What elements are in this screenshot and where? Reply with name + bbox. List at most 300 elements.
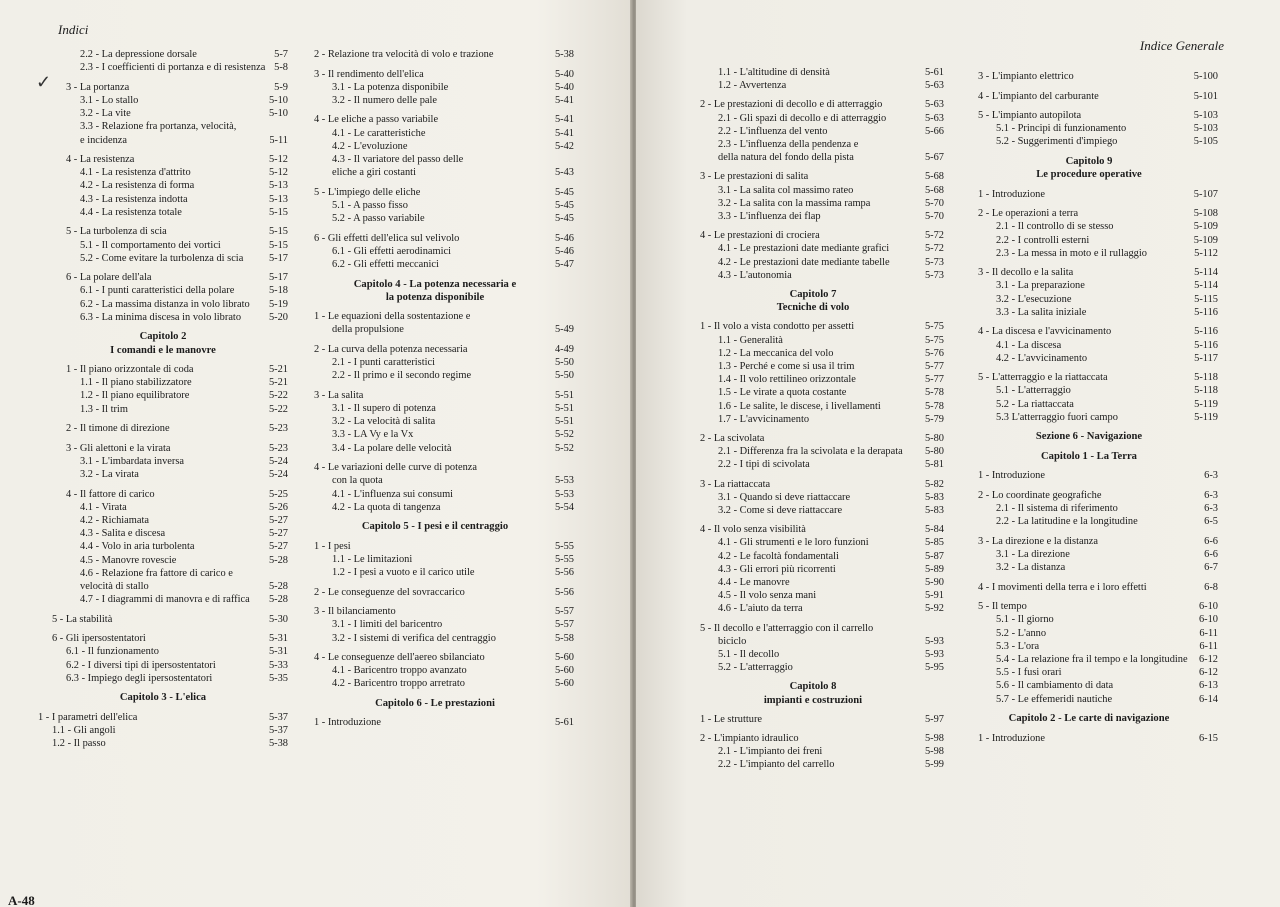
toc-entry bbox=[682, 373, 944, 387]
toc-entry-page: 5-21 bbox=[268, 377, 288, 389]
toc-entry-label: 5.7 - Le effemeridi nautiche bbox=[996, 693, 1113, 705]
toc-entry-label: 2.1 - L'impianto dei freni bbox=[718, 746, 823, 758]
toc-entry-label: 3.2 - La velocità di salita bbox=[332, 416, 436, 428]
toc-entry-page: 5-22 bbox=[268, 403, 288, 415]
toc-entry-label: 3.3 - Relazione fra portanza, velocità, bbox=[80, 121, 237, 133]
toc-entry-label: 2.3 - L'influenza della pendenza e bbox=[718, 139, 859, 150]
toc-entry-label: 1.1 - Gli angoli bbox=[52, 724, 116, 736]
toc-entry bbox=[296, 356, 574, 370]
toc-entry-page: 5-23 bbox=[268, 423, 288, 435]
toc-entry-label: 4.4 - Le manovre bbox=[718, 577, 790, 588]
toc-entry bbox=[960, 352, 1218, 366]
toc-entry bbox=[960, 207, 1218, 221]
toc-entry-page: 5-99 bbox=[924, 759, 944, 771]
toc-entry-label: 4.6 - Relazione fra fattore di carico e bbox=[80, 567, 233, 579]
toc-entry-label: 4.2 - Baricentro troppo arretrato bbox=[332, 678, 466, 690]
toc-entry-label: 3.2 - La salita con la massima rampa bbox=[718, 197, 871, 209]
toc-entry bbox=[296, 48, 574, 62]
toc-entry-page: 5-52 bbox=[554, 442, 574, 454]
toc-entry bbox=[296, 501, 574, 515]
chapter-heading: Capitolo 4 - La potenza necessaria e bbox=[353, 278, 517, 290]
toc-entry-label: eliche a giri costanti bbox=[332, 167, 416, 179]
toc-entry-page: 6-6 bbox=[1204, 548, 1218, 560]
toc-entry-label: 2 - La scivolata bbox=[700, 433, 765, 444]
toc-entry-label: 6.2 - I diversi tipi di ipersostentatori bbox=[66, 659, 216, 671]
toc-entry bbox=[38, 48, 288, 62]
toc-entry-label: 2.1 - Il sistema di riferimento bbox=[996, 503, 1118, 514]
toc-entry-page: 5-58 bbox=[554, 632, 574, 644]
toc-entry bbox=[296, 343, 574, 357]
toc-entry-label: 5.2 - Come evitare la turbolenza di scia bbox=[80, 252, 244, 264]
toc-entry-label: 1.2 - La meccanica del volo bbox=[718, 347, 834, 359]
toc-entry-page: 5-78 bbox=[924, 400, 944, 412]
toc-entry bbox=[960, 613, 1218, 627]
toc-entry-page: 5-68 bbox=[924, 171, 944, 183]
toc-entry-label: 1 - Introduzione bbox=[314, 717, 381, 729]
toc-entry bbox=[960, 306, 1218, 320]
toc-entry-page: 5-103 bbox=[1193, 123, 1218, 135]
toc-entry-label: 5 - La stabilità bbox=[52, 613, 113, 625]
toc-entry bbox=[38, 271, 288, 285]
toc-entry-label: 4.1 - Baricentro troppo avanzato bbox=[332, 665, 467, 677]
toc-entry-page: 5-80 bbox=[924, 433, 944, 444]
toc-entry-label: 2.3 - La messa in moto e il rullaggio bbox=[996, 247, 1147, 259]
toc-entry bbox=[38, 422, 288, 436]
toc-entry-label: 5 - L'impiego delle eliche bbox=[314, 186, 421, 198]
toc-entry bbox=[296, 389, 574, 403]
toc-entry bbox=[682, 210, 944, 224]
toc-entry-page: 5-55 bbox=[554, 540, 574, 552]
toc-entry-page: 5-118 bbox=[1194, 385, 1218, 397]
toc-entry-label: 3.2 - La vite bbox=[80, 108, 131, 120]
toc-entry bbox=[682, 386, 944, 400]
right-page bbox=[636, 0, 1280, 907]
toc-entry-label: 3.1 - La salita col massimo rateo bbox=[718, 184, 854, 196]
toc-entry bbox=[682, 458, 944, 472]
page-header: Indice Generale bbox=[1139, 38, 1224, 53]
toc-entry-page: 5-27 bbox=[268, 514, 288, 526]
toc-entry-label: 1.1 - Generalità bbox=[718, 334, 783, 346]
toc-entry bbox=[38, 284, 288, 298]
toc-entry-page: 5-28 bbox=[268, 580, 288, 592]
toc-entry-label: 4.3 - La resistenza indotta bbox=[80, 193, 188, 205]
toc-entry bbox=[38, 468, 288, 482]
toc-entry bbox=[682, 79, 944, 93]
toc-entry-label: 3.2 - Come si deve riattaccare bbox=[718, 505, 843, 516]
toc-entry-page: 5-68 bbox=[924, 184, 944, 196]
toc-entry bbox=[296, 632, 574, 646]
toc-entry bbox=[960, 666, 1218, 680]
toc-entry-page: 5-77 bbox=[924, 374, 944, 386]
toc-entry bbox=[960, 548, 1218, 562]
chapter-heading: la potenza disponibile bbox=[385, 291, 485, 303]
toc-entry-page: 6-12 bbox=[1198, 667, 1218, 679]
toc-entry bbox=[960, 502, 1218, 516]
toc-entry-label: 3 - La portanza bbox=[66, 81, 130, 93]
toc-entry-page: 5-10 bbox=[268, 108, 288, 120]
toc-entry-label: 4.2 - La resistenza di forma bbox=[80, 180, 195, 192]
toc-entry-page: 5-107 bbox=[1193, 188, 1218, 200]
toc-entry-page: 5-46 bbox=[554, 245, 574, 257]
toc-entry bbox=[38, 81, 288, 95]
toc-entry-label: 1 - Il volo a vista condotto per assetti bbox=[700, 321, 855, 333]
toc-entry bbox=[682, 602, 944, 616]
toc-entry-page: 5-119 bbox=[1194, 411, 1218, 423]
toc-entry-label: 3 - Gli alettoni e la virata bbox=[66, 442, 171, 454]
toc-entry-label: 3 - Il decollo e la salita bbox=[978, 267, 1074, 279]
toc-entry-label: 2 - Le prestazioni di decollo e di atterraggio bbox=[700, 99, 883, 111]
toc-entry bbox=[38, 645, 288, 659]
toc-entry-label: velocità di stallo bbox=[80, 580, 149, 592]
toc-entry bbox=[38, 94, 288, 108]
toc-entry bbox=[682, 184, 944, 198]
toc-entry-page: 5-50 bbox=[554, 370, 574, 382]
toc-entry-label: 2 - L'impianto idraulico bbox=[700, 733, 799, 744]
toc-entry-label: 2.2 - I controlli esterni bbox=[996, 234, 1090, 246]
toc-entry-page: 5-55 bbox=[554, 553, 574, 565]
toc-entry bbox=[296, 68, 574, 82]
toc-entry-page: 5-116 bbox=[1194, 339, 1218, 351]
toc-entry-page: 5-24 bbox=[268, 469, 288, 480]
toc-entry bbox=[296, 323, 574, 337]
toc-entry bbox=[682, 478, 944, 492]
toc-entry bbox=[38, 567, 288, 581]
toc-entry-page: 5-76 bbox=[924, 347, 944, 359]
toc-entry-page: 6-3 bbox=[1204, 503, 1218, 514]
toc-entry-page: 5-82 bbox=[924, 478, 944, 490]
toc-entry-label: 3.1 - Quando si deve riattaccare bbox=[718, 491, 851, 503]
toc-entry-label: 4.3 - L'autonomia bbox=[718, 269, 792, 281]
toc-entry-label: 4.3 - Il variatore del passo delle bbox=[332, 154, 464, 165]
chapter-heading: Sezione 6 - Navigazione bbox=[1035, 431, 1143, 443]
toc-entry bbox=[682, 347, 944, 361]
toc-entry-page: 5-95 bbox=[924, 662, 944, 674]
toc-entry-label: 3.1 - I limiti del baricentro bbox=[332, 619, 443, 631]
toc-entry-page: 5-118 bbox=[1194, 372, 1218, 384]
toc-entry-page: 5-56 bbox=[554, 567, 574, 579]
toc-entry-label: 2 - Il timone di direzione bbox=[66, 423, 170, 435]
toc-entry-label: 5.2 - L'anno bbox=[996, 627, 1047, 639]
toc-entry-label: 5.1 - Il decollo bbox=[718, 649, 780, 660]
toc-entry-label: 1.5 - Le virate a quota costante bbox=[718, 387, 847, 399]
page-number: A-48 bbox=[8, 893, 35, 907]
toc-entry-page: 6-5 bbox=[1204, 516, 1218, 528]
toc-entry-label: 3 - La direzione e la distanza bbox=[978, 535, 1099, 547]
toc-entry bbox=[682, 563, 944, 577]
toc-entry-page: 5-53 bbox=[554, 488, 574, 500]
toc-entry bbox=[682, 491, 944, 505]
toc-entry-page: 5-92 bbox=[924, 603, 944, 615]
toc-entry-label: 5.3 L'atterraggio fuori campo bbox=[996, 411, 1118, 423]
toc-entry bbox=[682, 242, 944, 256]
toc-entry-page: 5-85 bbox=[924, 537, 944, 549]
toc-entry bbox=[38, 239, 288, 253]
toc-entry-page: 5-80 bbox=[924, 446, 944, 458]
toc-entry bbox=[682, 523, 944, 537]
toc-entry bbox=[960, 371, 1218, 385]
toc-entry-page: 5-72 bbox=[924, 243, 944, 255]
toc-entry bbox=[960, 581, 1218, 595]
chapter-heading: Capitolo 5 - I pesi e il centraggio bbox=[361, 521, 509, 533]
toc-entry-label: 1 - Introduzione bbox=[978, 188, 1045, 200]
toc-entry-page: 5-61 bbox=[924, 67, 944, 78]
toc-entry-page: 5-91 bbox=[924, 590, 944, 602]
toc-entry bbox=[960, 188, 1218, 202]
toc-entry bbox=[682, 229, 944, 243]
toc-entry bbox=[296, 664, 574, 678]
toc-entry-page: 5-21 bbox=[268, 364, 288, 375]
toc-entry-label: con la quota bbox=[332, 475, 383, 487]
toc-entry-label: 4.7 - I diagrammi di manovra e di raffica bbox=[80, 594, 250, 606]
toc-entry-label: 1 - I parametri dell'elica bbox=[38, 711, 138, 723]
toc-entry-page: 5-97 bbox=[924, 713, 944, 725]
toc-entry bbox=[296, 369, 574, 383]
toc-entry bbox=[960, 266, 1218, 280]
toc-entry-label: 4.2 - Richiamata bbox=[80, 514, 149, 526]
toc-column-4 bbox=[960, 0, 1218, 907]
toc-entry-page: 6-12 bbox=[1198, 653, 1218, 665]
toc-entry bbox=[38, 540, 288, 554]
toc-entry bbox=[38, 120, 288, 134]
toc-entry bbox=[38, 488, 288, 502]
toc-entry bbox=[682, 151, 944, 165]
toc-entry bbox=[38, 166, 288, 180]
toc-entry-page: 5-54 bbox=[554, 501, 574, 513]
toc-entry-page: 5-60 bbox=[554, 665, 574, 677]
toc-entry-page: 5-8 bbox=[274, 62, 288, 74]
toc-entry bbox=[296, 618, 574, 632]
toc-entry-page: 5-52 bbox=[554, 429, 574, 441]
toc-entry-page: 6-3 bbox=[1204, 489, 1218, 501]
left-page bbox=[0, 0, 632, 907]
toc-entry bbox=[682, 112, 944, 126]
toc-entry-label: 2.2 - L'influenza del vento bbox=[718, 125, 828, 137]
toc-entry bbox=[960, 679, 1218, 693]
toc-entry bbox=[960, 411, 1218, 425]
toc-entry-page: 5-19 bbox=[268, 298, 288, 310]
toc-entry bbox=[38, 134, 288, 148]
toc-entry-page: 5-38 bbox=[554, 49, 574, 60]
toc-entry bbox=[682, 197, 944, 211]
toc-entry-page: 6-6 bbox=[1204, 535, 1218, 547]
toc-entry-page: 5-57 bbox=[554, 606, 574, 618]
toc-entry-label: 5.5 - I fusi orari bbox=[996, 667, 1062, 679]
toc-entry-page: 5-98 bbox=[924, 733, 944, 744]
toc-entry-label: 2 - Le conseguenze del sovraccarico bbox=[314, 586, 465, 598]
toc-entry-page: 6-7 bbox=[1204, 562, 1218, 574]
toc-entry-label: 4.1 - Virata bbox=[80, 501, 127, 513]
toc-entry-page: 5-89 bbox=[924, 563, 944, 575]
toc-entry-page: 5-27 bbox=[268, 541, 288, 553]
toc-entry bbox=[960, 515, 1218, 529]
chapter-heading: Capitolo 9 bbox=[1065, 155, 1113, 167]
toc-entry-label: 4 - Le prestazioni di crociera bbox=[700, 230, 820, 242]
toc-entry-page: 5-53 bbox=[554, 475, 574, 487]
toc-entry bbox=[38, 554, 288, 568]
toc-entry-label: 3.1 - Lo stallo bbox=[80, 94, 139, 106]
toc-entry-page: 6-14 bbox=[1198, 693, 1218, 705]
toc-entry-label: 2.2 - I tipi di scivolata bbox=[718, 459, 810, 471]
toc-entry-label: 3.2 - I sistemi di verifica del centraggio bbox=[332, 632, 496, 644]
toc-column-1 bbox=[38, 0, 288, 907]
toc-entry bbox=[960, 732, 1218, 746]
toc-entry-label: 1.2 - I pesi a vuoto e il carico utile bbox=[332, 567, 475, 579]
toc-entry-label: 5.1 - Il comportamento dei vortici bbox=[80, 239, 221, 251]
toc-entry-label: 2.1 - Il controllo di se stesso bbox=[996, 221, 1114, 233]
toc-entry-page: 5-73 bbox=[924, 269, 944, 281]
toc-entry bbox=[296, 415, 574, 429]
toc-entry-label: 1 - Introduzione bbox=[978, 470, 1045, 482]
toc-entry-label: 5.1 - A passo fisso bbox=[332, 199, 408, 211]
toc-entry-label: 5 - La turbolenza di scia bbox=[66, 226, 167, 238]
toc-entry-label: 6.1 - I punti caratteristici della polare bbox=[80, 285, 235, 297]
toc-entry bbox=[38, 179, 288, 193]
toc-entry-label: 3.3 - La salita iniziale bbox=[996, 306, 1087, 318]
toc-entry-page: 5-45 bbox=[554, 213, 574, 225]
toc-entry-page: 5-24 bbox=[268, 455, 288, 467]
toc-entry-label: 6.2 - Gli effetti meccanici bbox=[332, 259, 439, 270]
toc-entry bbox=[296, 402, 574, 416]
toc-entry-label: 6.3 - La minima discesa in volo librato bbox=[80, 311, 242, 323]
toc-entry-label: 5 - Il decollo e l'atterraggio con il carrello bbox=[700, 622, 874, 634]
toc-entry bbox=[38, 389, 288, 403]
toc-entry-label: 3.2 - L'esecuzione bbox=[996, 293, 1072, 305]
toc-entry bbox=[960, 339, 1218, 353]
toc-entry-page: 5-22 bbox=[268, 390, 288, 402]
toc-entry bbox=[296, 488, 574, 502]
toc-entry bbox=[682, 98, 944, 112]
handwritten-check-mark: ✓ bbox=[36, 72, 52, 92]
toc-entry-label: 1.2 - Avvertenza bbox=[718, 80, 787, 92]
toc-entry-page: 5-73 bbox=[924, 256, 944, 268]
toc-entry-label: 4 - La discesa e l'avvicinamento bbox=[978, 326, 1112, 338]
toc-entry-page: 5-93 bbox=[924, 635, 944, 647]
toc-entry bbox=[960, 561, 1218, 575]
toc-entry-label: 3 - Il bilanciamento bbox=[314, 606, 396, 618]
chapter-heading: Capitolo 2 - Le carte di navigazione bbox=[1008, 713, 1170, 724]
toc-entry bbox=[960, 469, 1218, 483]
toc-entry bbox=[960, 135, 1218, 149]
toc-entry-page: 5-60 bbox=[554, 678, 574, 690]
toc-entry-page: 5-37 bbox=[268, 711, 288, 723]
toc-entry bbox=[296, 677, 574, 691]
toc-entry bbox=[38, 527, 288, 541]
toc-entry bbox=[960, 90, 1218, 104]
toc-entry bbox=[682, 413, 944, 427]
toc-entry-label: 3.1 - La potenza disponibile bbox=[332, 81, 449, 93]
chapter-heading: Capitolo 8 bbox=[789, 681, 837, 693]
toc-entry bbox=[38, 632, 288, 646]
toc-entry-label: 4.2 - Le prestazioni date mediante tabelle bbox=[718, 256, 890, 268]
toc-entry bbox=[960, 70, 1218, 84]
toc-entry bbox=[38, 659, 288, 673]
toc-entry bbox=[682, 400, 944, 414]
toc-entry bbox=[296, 605, 574, 619]
toc-entry-page: 5-103 bbox=[1193, 110, 1218, 121]
toc-entry-label: 6 - Gli ipersostentatori bbox=[52, 633, 146, 645]
toc-entry-label: 3.1 - La direzione bbox=[996, 548, 1070, 560]
toc-entry-page: 5-105 bbox=[1193, 136, 1218, 148]
toc-entry-label: 4.1 - L'influenza sui consumi bbox=[332, 488, 454, 500]
toc-entry-label: 4 - Il volo senza visibilità bbox=[700, 524, 806, 536]
toc-entry-page: 5-114 bbox=[1194, 267, 1218, 279]
toc-entry-label: 4 - Le variazioni delle curve di potenza bbox=[314, 462, 477, 474]
toc-entry bbox=[38, 225, 288, 239]
toc-entry-label: 5.2 - L'atterraggio bbox=[718, 662, 793, 674]
toc-entry-label: 3.1 - La preparazione bbox=[996, 280, 1085, 292]
toc-entry-page: 5-72 bbox=[924, 230, 944, 242]
toc-entry-page: 5-98 bbox=[924, 746, 944, 758]
toc-entry bbox=[296, 113, 574, 127]
toc-entry bbox=[38, 376, 288, 390]
toc-entry bbox=[960, 398, 1218, 412]
toc-entry-label: 1 - I pesi bbox=[314, 540, 351, 552]
toc-entry-label: 3 - La salita bbox=[314, 389, 364, 401]
toc-entry bbox=[38, 252, 288, 266]
toc-entry-label: 4.2 - L'evoluzione bbox=[332, 140, 408, 152]
toc-entry-label: 4.4 - La resistenza totale bbox=[80, 206, 182, 218]
toc-entry-label: 3.1 - L'imbardata inversa bbox=[80, 455, 185, 467]
toc-entry-page: 5-116 bbox=[1194, 326, 1218, 338]
toc-entry-page: 6-8 bbox=[1204, 581, 1218, 593]
toc-entry-page: 5-63 bbox=[924, 80, 944, 92]
toc-entry bbox=[682, 648, 944, 662]
toc-entry-page: 5-45 bbox=[554, 186, 574, 198]
toc-entry bbox=[682, 432, 944, 446]
toc-entry-page: 5-112 bbox=[1194, 247, 1218, 259]
toc-entry-page: 5-51 bbox=[554, 416, 574, 428]
toc-entry bbox=[296, 651, 574, 665]
toc-entry bbox=[38, 442, 288, 456]
toc-entry bbox=[682, 125, 944, 139]
toc-entry-label: 4.1 - La discesa bbox=[996, 339, 1062, 351]
toc-entry-page: 5-100 bbox=[1193, 71, 1218, 82]
toc-entry-page: 4-49 bbox=[554, 343, 574, 355]
toc-entry-page: 5-15 bbox=[268, 239, 288, 251]
toc-entry-label: 4.1 - Le caratteristiche bbox=[332, 127, 426, 139]
toc-entry-label: 3 - Le prestazioni di salita bbox=[700, 171, 809, 183]
toc-entry-page: 5-63 bbox=[924, 112, 944, 124]
toc-entry-label: 3 - Il rendimento dell'elica bbox=[314, 68, 424, 80]
toc-entry bbox=[296, 186, 574, 200]
toc-entry bbox=[682, 758, 944, 772]
toc-entry bbox=[682, 256, 944, 270]
toc-entry-page: 5-114 bbox=[1194, 280, 1218, 292]
toc-entry-page: 5-63 bbox=[924, 99, 944, 111]
toc-entry-label: 4 - Le conseguenze dell'aereo sbilanciato bbox=[314, 652, 485, 663]
toc-entry-label: 5 - L'atterraggio e la riattaccata bbox=[978, 372, 1108, 384]
toc-entry bbox=[38, 153, 288, 167]
toc-entry-label: 3 - L'impianto elettrico bbox=[978, 71, 1074, 82]
toc-entry-label: 5.4 - La relazione fra il tempo e la longitudine bbox=[996, 653, 1188, 665]
toc-entry bbox=[296, 461, 574, 475]
toc-entry-label: 4.5 - Manovre rovescie bbox=[80, 554, 177, 566]
toc-entry-label: 2.2 - Il primo e il secondo regime bbox=[332, 370, 472, 382]
toc-entry-page: 6-13 bbox=[1198, 680, 1218, 692]
toc-entry-page: 5-93 bbox=[924, 649, 944, 660]
toc-entry bbox=[296, 212, 574, 226]
toc-entry-page: 5-46 bbox=[554, 232, 574, 244]
toc-entry bbox=[682, 504, 944, 518]
toc-entry bbox=[296, 428, 574, 442]
toc-entry bbox=[296, 127, 574, 141]
toc-entry-page: 5-43 bbox=[554, 167, 574, 179]
toc-entry-page: 5-28 bbox=[268, 594, 288, 606]
toc-entry bbox=[296, 258, 574, 272]
toc-entry bbox=[682, 635, 944, 649]
toc-entry-page: 5-41 bbox=[554, 127, 574, 139]
toc-entry bbox=[38, 193, 288, 207]
